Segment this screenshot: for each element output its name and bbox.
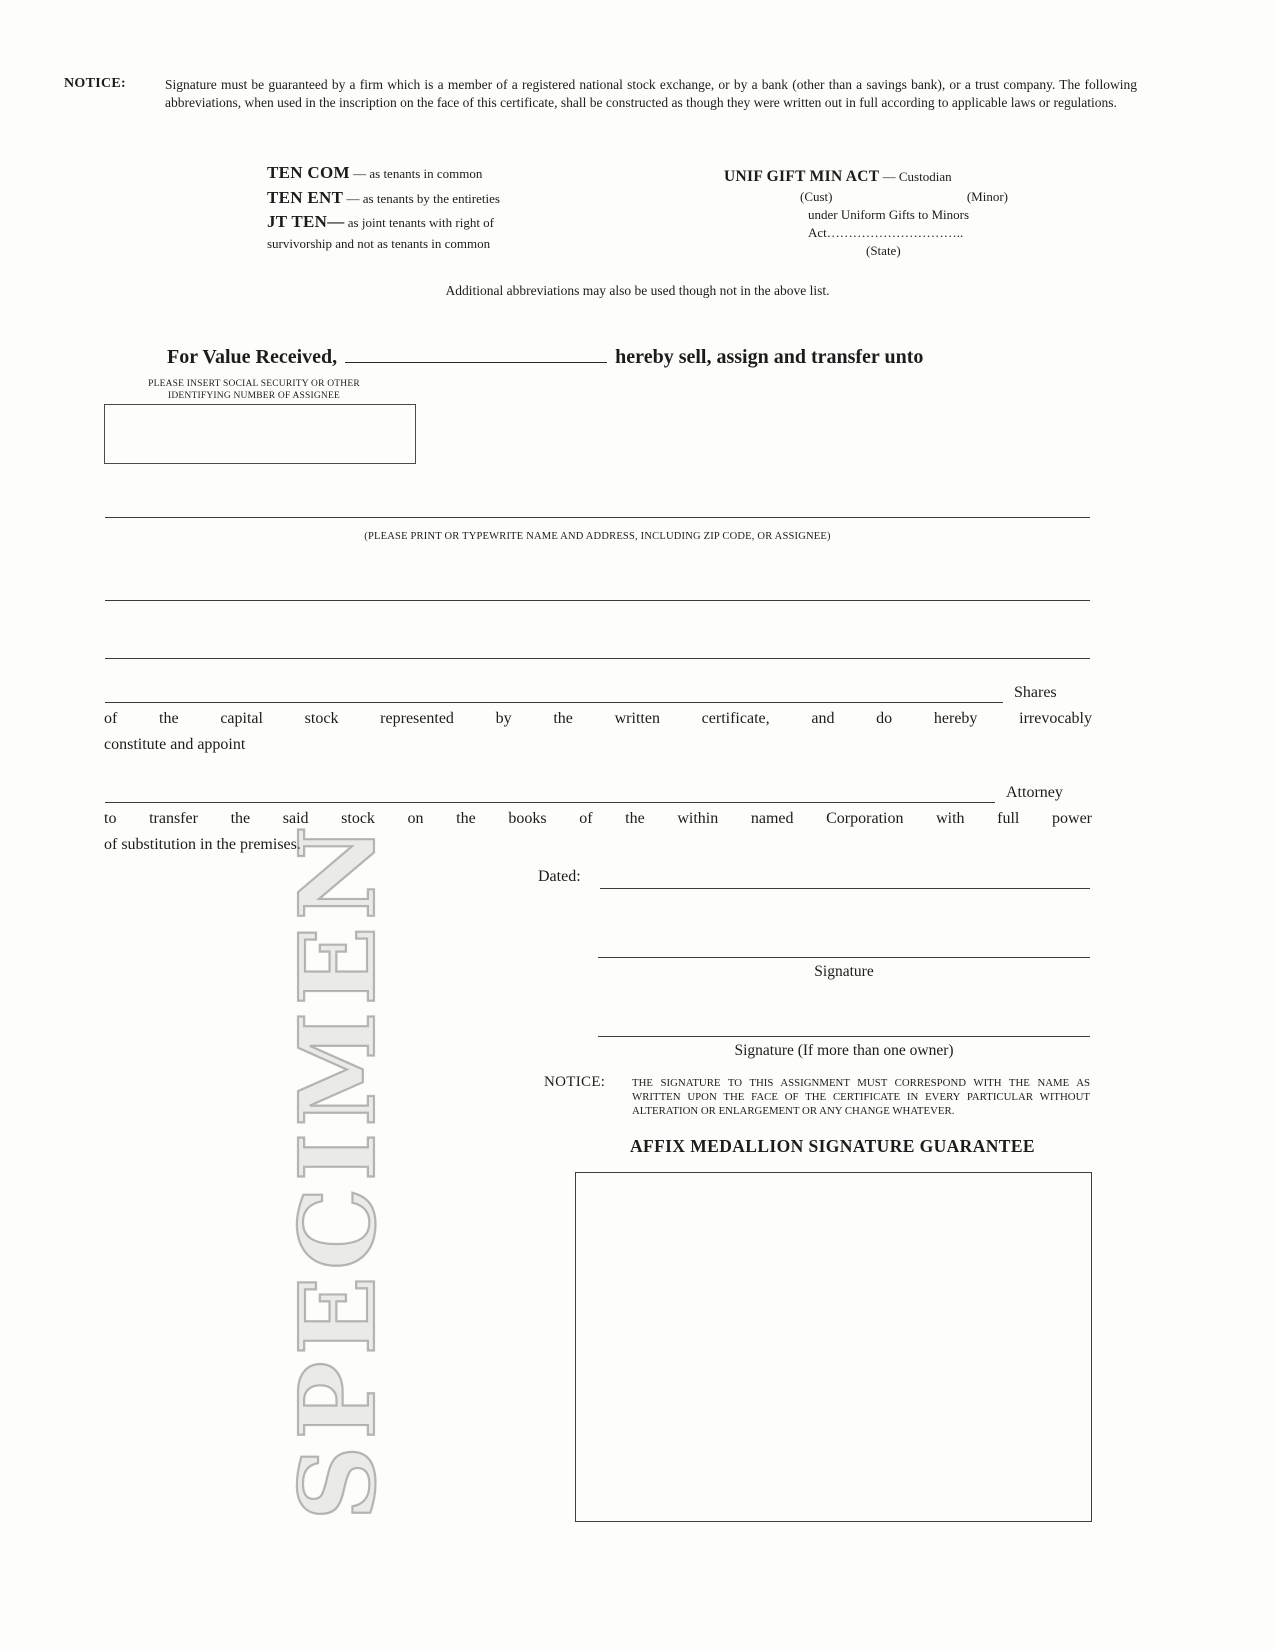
state-label: (State) [866,243,901,259]
cust-minor-row [724,188,1024,206]
specimen-stamp: SPECIMEN [275,819,399,1521]
abbrev-ten-com: TEN COM — as tenants in common [267,163,483,182]
medallion-guarantee-box [575,1172,1092,1522]
for-value-lead: For Value Received, [167,346,338,368]
name-address-line-3 [105,658,1090,659]
abbrev-ten-ent: TEN ENT — as tenants by the entireties [267,187,500,207]
bottom-notice-text: THE SIGNATURE TO THIS ASSIGNMENT MUST CORRESPOND WITH THE NAME AS WRITTEN UPON THE FACE OF THE CERTIFICATE IN EVERY PARTICULAR WITHOUT ALTERATION OR ENLARGEMENT OR ANY CHANGE WHATEVER. [632,1077,1090,1118]
for-value-tail: hereby sell, assign and transfer unto [615,346,924,368]
act-dotted-line: Act………………………….. [808,225,964,241]
signature-line-1 [598,957,1090,958]
bottom-notice-label: NOTICE: [544,1074,606,1090]
top-notice-text: Signature must be guaranteed by a firm which is a member of a registered national stock exchange, or by a bank (other than a savings bank), or a trust company. The following abbreviations, when used in the inscription on the face of this certificate, shall be constructed as though they were written out in full according to applicable laws or regulations. [165,77,1137,111]
additional-abbreviations-note: Additional abbreviations may also be used though not in the above list. [445,283,830,298]
transfer-stock-paragraph: to transfer the said stock on the books of the within named Corporation with full power of substitution in the premises. [104,810,1092,854]
ssn-entry-box [104,404,416,464]
affix-medallion-title: AFFIX MEDALLION SIGNATURE GUARANTEE [629,1136,1036,1156]
dated-blank-line [600,888,1090,889]
attorney-word: Attorney [1006,784,1063,801]
capital-stock-paragraph: of the capital stock represented by the written certificate, and do hereby irrevocably constitute and appoint [104,710,1092,754]
ssn-caption: PLEASE INSERT SOCIAL SECURITY OR OTHER IDENTIFYING NUMBER OF ASSIGNEE [148,379,360,401]
name-address-line-1 [105,517,1090,518]
abbrev-unif-gift: UNIF GIFT MIN ACT — Custodian [724,168,952,185]
minor-label: (Minor) [966,188,1008,204]
assignor-blank-line [345,342,607,363]
for-value-received-row [167,342,923,369]
signature-caption: Signature [814,963,874,980]
dated-label: Dated: [538,868,581,885]
abbrev-jt-ten-continuation: survivorship and not as tenants in common [267,235,491,251]
attorney-blank-line [105,802,995,803]
shares-blank-line [105,702,1003,703]
name-address-line-2 [105,600,1090,601]
abbreviation-list-left [267,161,597,254]
abbrev-jt-ten: JT TEN— as joint tenants with right of [267,212,495,232]
print-typewrite-caption: (PLEASE PRINT OR TYPEWRITE NAME AND ADDRESS, INCLUDING ZIP CODE, OR ASSIGNEE) [364,531,831,542]
signature-line-2 [598,1036,1090,1037]
under-gifts-line: under Uniform Gifts to Minors [808,206,970,222]
shares-word: Shares [1014,684,1057,701]
top-notice-label: NOTICE: [64,76,126,91]
abbreviation-list-right [724,166,1024,260]
signature2-caption: Signature (If more than one owner) [734,1042,954,1059]
cust-label: (Cust) [800,188,833,204]
